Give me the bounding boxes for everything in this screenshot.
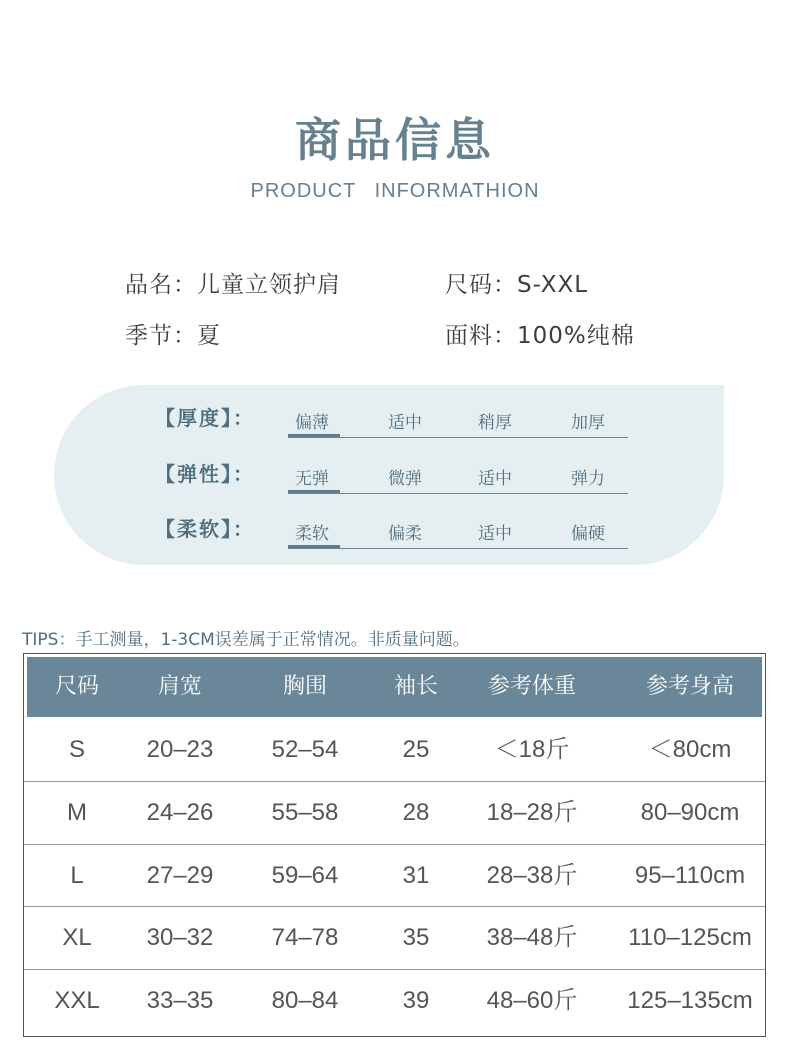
table-row (24, 782, 765, 844)
attribute-label: 【柔软】： (155, 517, 255, 541)
column-header: 袖长 (393, 674, 438, 699)
table-cell: 55–58 (271, 798, 339, 826)
table-cell: XXL (54, 987, 100, 1015)
table-cell: 110–125cm (628, 924, 752, 952)
attribute-option: 加厚 (571, 413, 605, 433)
table-cell: 35 (402, 924, 430, 952)
attribute-option: 适中 (478, 469, 512, 489)
product-name: 品名：儿童立领护肩 (125, 272, 341, 298)
product-size-range: 尺码：S-XXL (445, 272, 589, 298)
table-row (24, 719, 765, 781)
attribute-label: 【厚度】： (155, 406, 255, 430)
page-subtitle: PRODUCT INFORMATHION (250, 180, 540, 202)
table-cell: 33–35 (146, 987, 214, 1015)
attribute-option: 偏硬 (571, 524, 605, 544)
table-cell: 20–23 (146, 736, 214, 763)
table-cell: ＜18斤 (494, 736, 570, 763)
table-cell: ＜80cm (648, 736, 732, 763)
table-cell: 24–26 (146, 798, 214, 826)
table-cell: L (70, 861, 84, 889)
attribute-selected-marker (288, 545, 340, 548)
table-cell: 48–60斤 (486, 987, 578, 1015)
table-cell: M (67, 798, 87, 826)
table-row (24, 907, 765, 969)
size-table-header (27, 657, 762, 717)
table-cell: 52–54 (271, 736, 339, 763)
attribute-selected-marker (288, 490, 340, 493)
attribute-scale-line (288, 548, 628, 549)
attribute-selected-marker (288, 434, 340, 437)
table-cell: 25 (402, 736, 430, 763)
attribute-option: 微弹 (388, 469, 422, 489)
attribute-label: 【弹性】： (155, 462, 255, 486)
attribute-row (155, 513, 635, 553)
page-title: 商品信息 (295, 113, 495, 167)
column-header: 参考身高 (645, 674, 734, 699)
table-cell: 59–64 (271, 861, 339, 889)
table-cell: 38–48斤 (486, 924, 578, 952)
attribute-scale-line (288, 493, 628, 494)
attribute-option: 柔软 (295, 524, 329, 544)
table-cell: 18–28斤 (486, 798, 578, 826)
column-header: 肩宽 (157, 674, 202, 699)
attribute-option: 偏薄 (295, 413, 329, 433)
table-cell: S (68, 736, 85, 763)
attribute-row (155, 402, 635, 442)
attribute-option: 弹力 (571, 469, 605, 489)
attribute-scale-line (288, 437, 628, 438)
table-row (24, 845, 765, 907)
column-header: 参考体重 (487, 674, 576, 699)
table-cell: 95–110cm (634, 861, 746, 889)
attribute-option: 适中 (478, 524, 512, 544)
table-cell: 80–90cm (640, 798, 740, 826)
product-fabric: 面料：100%纯棉 (445, 323, 635, 349)
size-table (23, 653, 766, 1037)
table-cell: 31 (402, 861, 430, 889)
attribute-option: 无弹 (295, 469, 329, 489)
table-cell: 27–29 (146, 861, 214, 889)
table-cell: 28–38斤 (486, 861, 578, 889)
table-cell: 28 (402, 798, 430, 826)
table-cell: 80–84 (271, 987, 339, 1015)
table-cell: XL (62, 924, 92, 952)
table-cell: 74–78 (271, 924, 339, 952)
table-cell: 30–32 (146, 924, 214, 952)
attribute-option: 偏柔 (388, 524, 422, 544)
table-cell: 125–135cm (627, 987, 753, 1015)
attribute-option: 适中 (388, 413, 422, 433)
tips-note: TIPS：手工测量，1-3CM误差属于正常情况。非质量问题。 (22, 630, 470, 650)
column-header: 胸围 (282, 674, 327, 699)
table-cell: 39 (402, 987, 430, 1015)
attribute-row (155, 458, 635, 498)
table-row (24, 970, 765, 1032)
attribute-option: 稍厚 (478, 413, 512, 433)
column-header: 尺码 (54, 674, 99, 699)
product-season: 季节：夏 (125, 323, 221, 349)
